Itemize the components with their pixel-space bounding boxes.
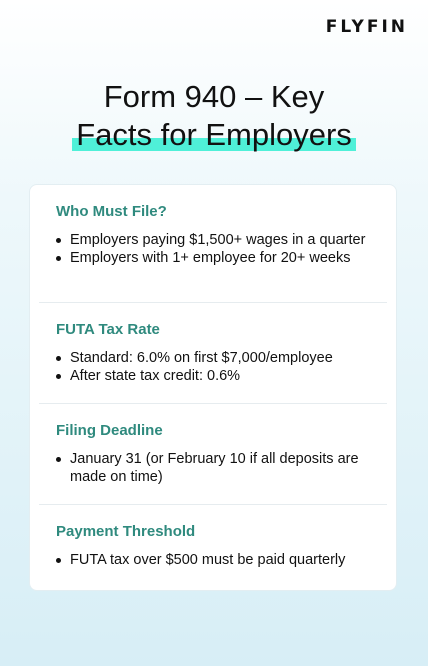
list-item: Employers paying $1,500+ wages in a quarter — [56, 231, 370, 249]
list-item: After state tax credit: 0.6% — [56, 367, 370, 385]
list-item: FUTA tax over $500 must be paid quarterly — [56, 551, 370, 569]
section-filing-deadline — [39, 404, 387, 504]
section-who-must-file — [39, 185, 387, 302]
section-heading: Payment Threshold — [56, 523, 196, 540]
list-item: Employers with 1+ employee for 20+ weeks — [56, 249, 370, 267]
title-line-2-highlighted: Facts for Employers — [72, 116, 356, 154]
flyfin-logo: FLYFIN — [325, 17, 408, 37]
section-heading: Who Must File? — [56, 203, 167, 220]
title-line-1: Form 940 – Key — [103, 79, 325, 114]
section-payment-threshold — [39, 505, 387, 569]
section-heading: FUTA Tax Rate — [56, 321, 160, 338]
section-futa-tax-rate — [39, 303, 387, 403]
facts-card — [29, 184, 397, 591]
page-title — [0, 78, 428, 154]
list-item: Standard: 6.0% on first $7,000/employee — [56, 349, 370, 367]
list-item: January 31 (or February 10 if all deposits are made on time) — [56, 450, 370, 486]
section-heading: Filing Deadline — [56, 422, 163, 439]
